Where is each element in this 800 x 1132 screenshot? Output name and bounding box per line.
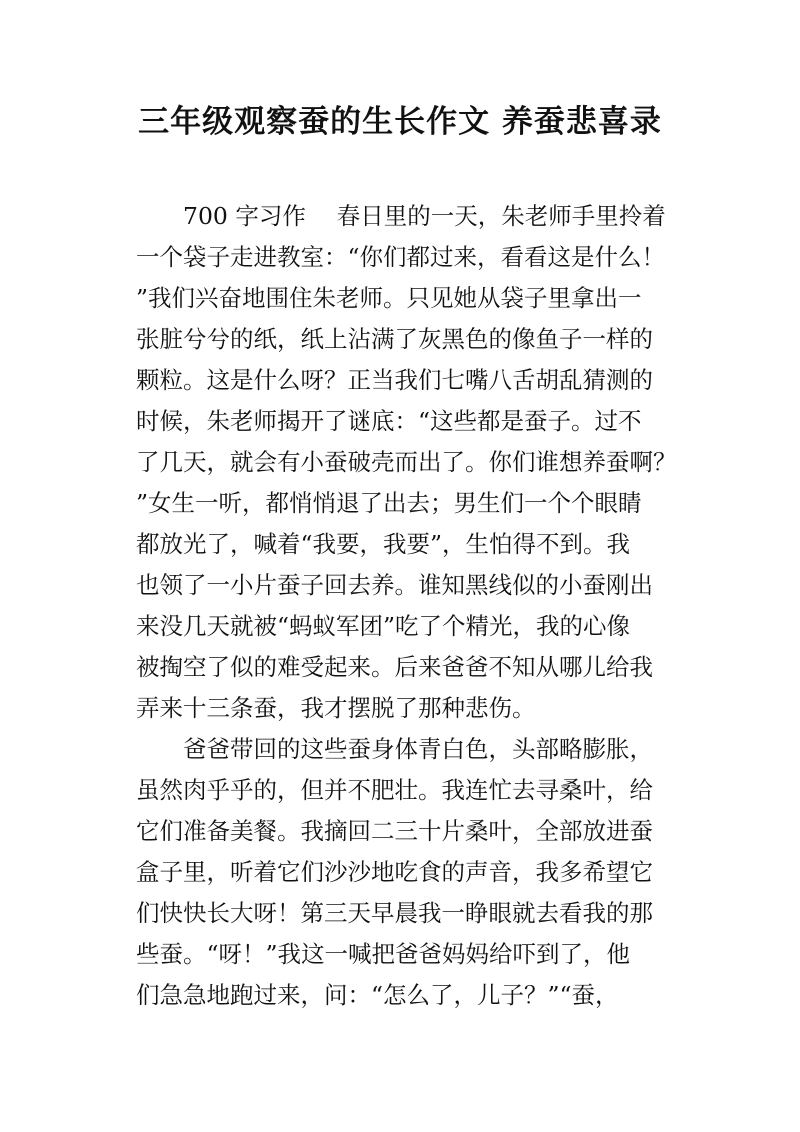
text-line: 被掏空了似的难受起来。后来爸爸不知从哪儿给我 xyxy=(136,653,653,681)
document-title: 三年级观察蚕的生长作文 养蚕悲喜录 xyxy=(138,104,662,140)
text-line: 时候，朱老师揭开了谜底：“这些都是蚕子。过不 xyxy=(136,407,642,435)
document-body xyxy=(136,196,677,1016)
text-line: 来没几天就被“蚂蚁军团”吃了个精光，我的心像 xyxy=(136,612,631,640)
text-line: 都放光了，喊着“我要，我要”，生怕得不到。我 xyxy=(136,530,631,558)
text-line: 们急急地跑过来，问：“怎么了，儿子？”“蚕， xyxy=(136,981,619,1009)
text-line: 了几天，就会有小蚕破壳而出了。你们谁想养蚕啊？ xyxy=(136,448,677,476)
text-line: ”女生一听，都悄悄退了出去；男生们一个个眼睛 xyxy=(136,489,642,517)
text-line: 些蚕。“呀！”我这一喊把爸爸妈妈给吓到了，他 xyxy=(136,940,631,968)
text-line: 虽然肉乎乎的，但并不肥壮。我连忙去寻桑叶，给 xyxy=(136,776,653,804)
text-line: 张脏兮兮的纸，纸上沾满了灰黑色的像鱼子一样的 xyxy=(136,325,653,353)
paragraph-2 xyxy=(136,729,664,1016)
text-line: 一个袋子走进教室：“你们都过来，看看这是什么！ xyxy=(136,243,666,271)
text-line: 弄来十三条蚕，我才摆脱了那种悲伤。 xyxy=(136,694,536,722)
text-line: 们快快长大呀！第三天早晨我一睁眼就去看我的那 xyxy=(136,899,653,927)
text-line: 爸爸带回的这些蚕身体青白色，头部略膨胀， xyxy=(183,735,653,763)
text-line: 盒子里，听着它们沙沙地吃食的声音，我多希望它 xyxy=(136,858,653,886)
text-line: ”我们兴奋地围住朱老师。只见她从袋子里拿出一 xyxy=(136,284,642,312)
text-line: 它们准备美餐。我摘回二三十片桑叶，全部放进蚕 xyxy=(136,817,653,845)
paragraph-1 xyxy=(136,196,677,729)
text-line: 颗粒。这是什么呀？正当我们七嘴八舌胡乱猜测的 xyxy=(136,366,653,394)
text-line: 700 字习作 春日里的一天，朱老师手里拎着 xyxy=(183,202,666,230)
text-line: 也领了一小片蚕子回去养。谁知黑线似的小蚕刚出 xyxy=(136,571,653,599)
